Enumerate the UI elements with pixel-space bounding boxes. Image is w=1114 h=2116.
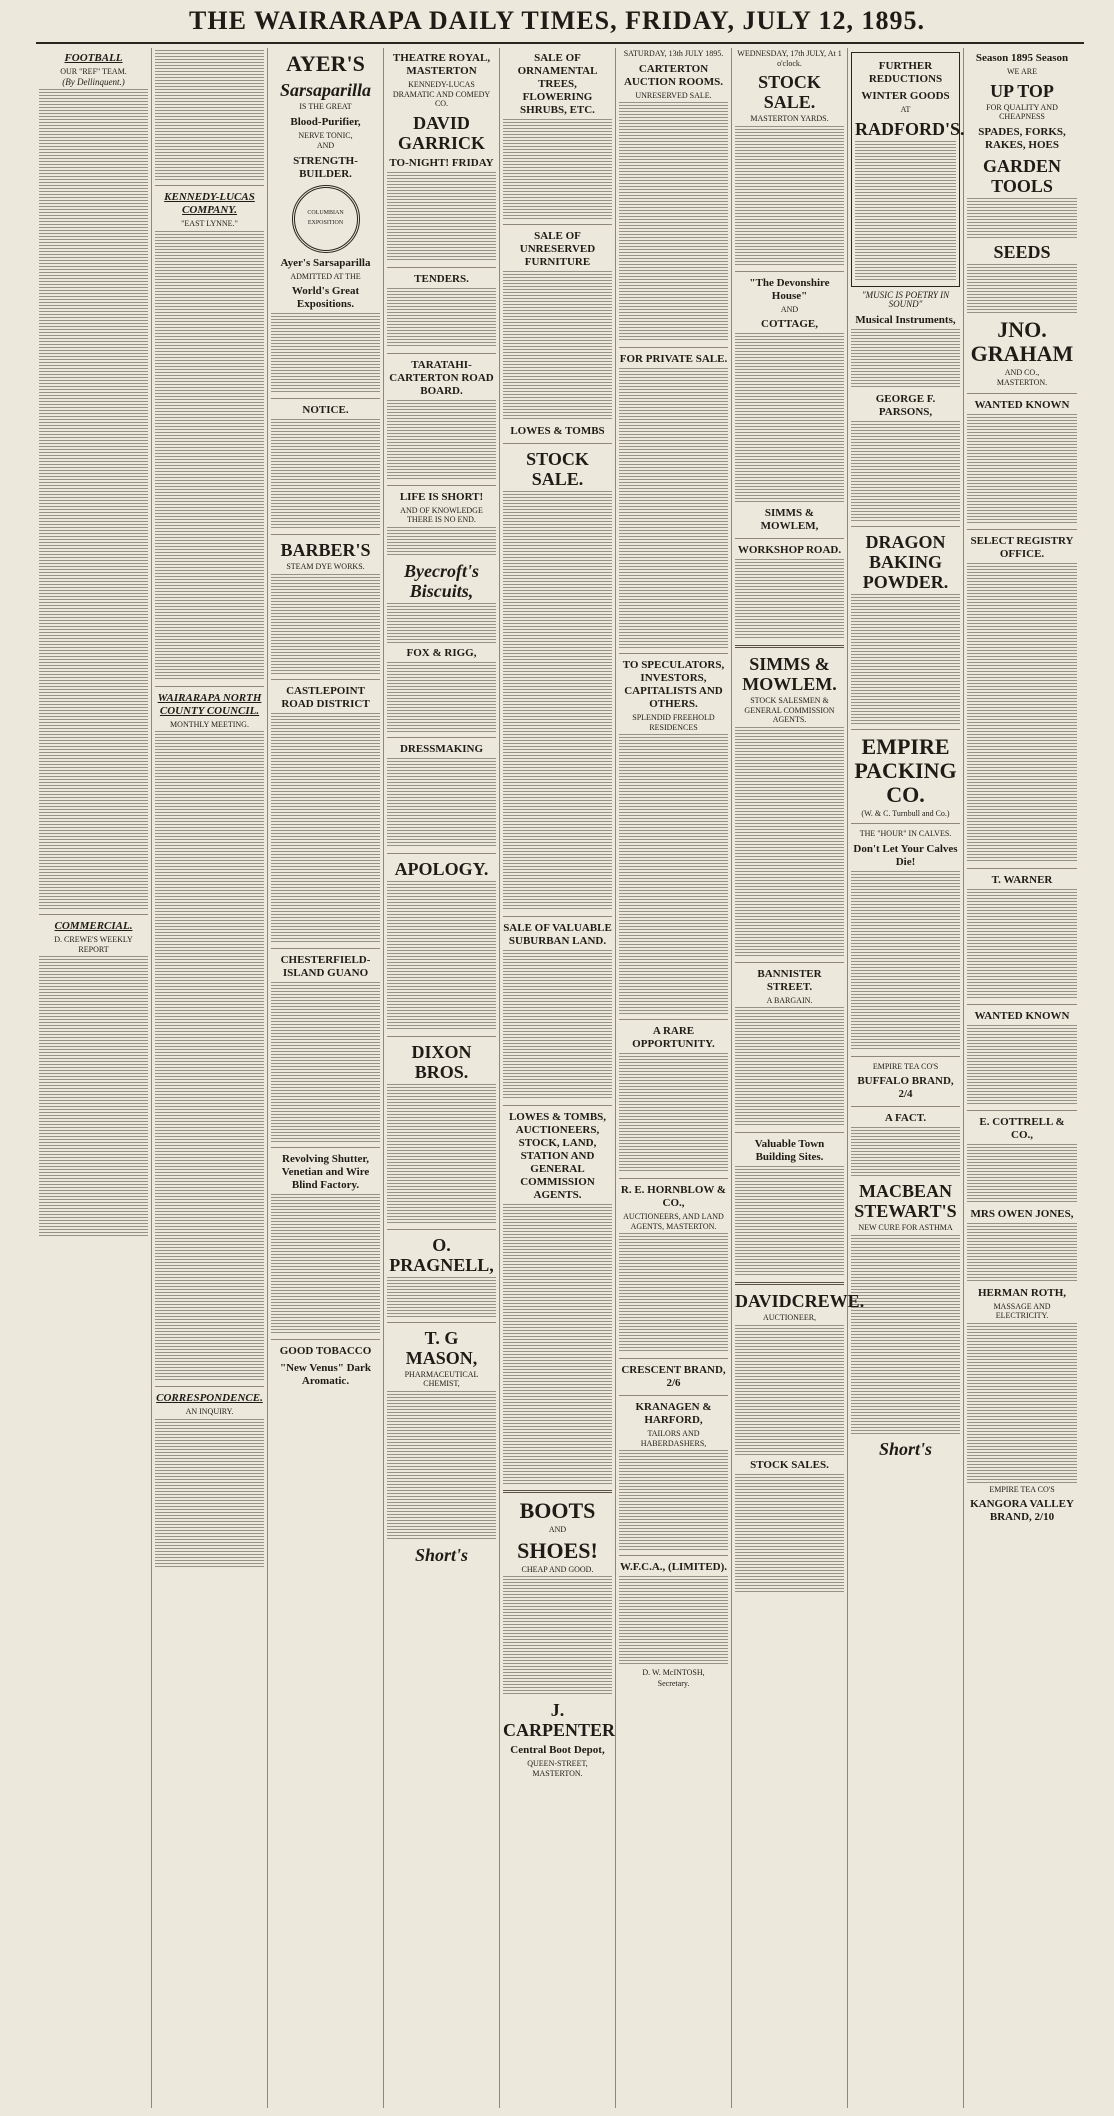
ad-seeds: SEEDS — [993, 241, 1051, 262]
ad-fact: A FACT. — [884, 1112, 927, 1124]
ad-blood-purifier: Blood-Purifier, — [290, 115, 361, 128]
ad-dixon-bros: DIXON BROS. — [411, 1041, 472, 1082]
ad-kennedy-co: KENNEDY-LUCAS DRAMATIC AND COMEDY CO. — [392, 80, 491, 108]
divider — [735, 645, 844, 648]
ad-macbean: MACBEAN STEWART'S — [854, 1181, 957, 1221]
ad-simms: SIMMS & MOWLEM, — [760, 507, 819, 532]
ad-mcintosh: D. W. McINTOSH, — [642, 1668, 705, 1677]
text-block — [387, 1277, 496, 1317]
divider — [619, 1555, 728, 1556]
heading-east-lynne: "EAST LYNNE." — [181, 219, 238, 228]
ad-strength-builder: STRENGTH-BUILDER. — [293, 154, 358, 180]
heading-correspondence: CORRESPONDENCE. — [156, 1392, 263, 1404]
divider — [619, 1019, 728, 1020]
heading-an-inquiry: AN INQUIRY. — [185, 1407, 234, 1416]
ad-is-the-great: IS THE GREAT — [299, 102, 352, 111]
text-block — [387, 400, 496, 480]
text-block — [851, 1235, 960, 1435]
divider — [155, 686, 264, 687]
text-block — [387, 172, 496, 262]
column-9 — [964, 48, 1080, 2108]
ad-buffalo: BUFFALO BRAND, 2/4 — [857, 1075, 954, 1100]
heading-sale-household: SALE OF UNRESERVED FURNITURE — [519, 230, 596, 268]
divider — [503, 916, 612, 917]
text-block — [735, 1007, 844, 1127]
text-block — [967, 198, 1077, 238]
ad-simms-mowlem: SIMMS & MOWLEM. — [742, 654, 837, 694]
heading-unreserved: UNRESERVED SALE. — [635, 90, 712, 100]
column-3 — [268, 48, 384, 2108]
ad-season: Season 1895 Season — [975, 52, 1069, 64]
ad-graham: JNO. GRAHAM — [970, 316, 1074, 366]
text-block — [967, 563, 1077, 863]
ad-massage: MASSAGE AND ELECTRICITY. — [993, 1301, 1051, 1320]
divider — [503, 1105, 612, 1106]
text-block — [387, 288, 496, 348]
ad-we-are: WE ARE — [1007, 67, 1037, 76]
ad-nerve-tonic: NERVE TONIC, — [298, 130, 353, 140]
ad-new-cure: NEW CURE FOR ASTHMA — [858, 1223, 953, 1232]
ad-lowes-tombs: LOWES & TOMBS — [510, 425, 605, 437]
text-block — [735, 727, 844, 957]
divider — [155, 185, 264, 186]
ad-quality: FOR QUALITY AND CHEAPNESS — [986, 102, 1058, 121]
ad-and: AND — [316, 141, 335, 150]
text-block — [503, 271, 612, 421]
text-block — [271, 419, 380, 529]
text-block — [387, 1391, 496, 1541]
ad-parsons: GEORGE F. PARSONS, — [875, 392, 936, 418]
divider — [503, 443, 612, 444]
ad-musical: Musical Instruments, — [855, 313, 956, 326]
ad-life-short: LIFE IS SHORT! — [399, 490, 484, 503]
ad-secretary: Secretary. — [657, 1678, 690, 1688]
text-block — [967, 264, 1077, 314]
heading-kennedy-lucas: KENNEDY-LUCAS COMPANY. — [164, 191, 255, 216]
ad-devonshire: "The Devonshire House" — [749, 276, 830, 302]
heading-rare: A RARE OPPORTUNITY. — [632, 1025, 715, 1050]
heading-sale-ornamental: SALE OF ORNAMENTAL TREES, FLOWERING SHRUBS, ETC. — [517, 52, 598, 116]
text-block — [271, 574, 380, 674]
column-1 — [36, 48, 152, 2108]
divider — [967, 393, 1077, 394]
ad-turnbull: (W. & C. Turnbull and Co.) — [861, 808, 950, 818]
text-block — [855, 141, 956, 281]
ad-fox-rigg: FOX & RIGG, — [406, 646, 477, 659]
heading-apology: APOLOGY. — [394, 858, 489, 879]
text-block — [271, 982, 380, 1142]
ad-kranagen: KRANAGEN & HARFORD, — [635, 1401, 712, 1426]
ad-saturday: SATURDAY, 13th JULY 1895. — [623, 49, 724, 58]
column-7 — [732, 48, 865, 2108]
ad-worlds-great: World's Great Expositions. — [291, 285, 360, 310]
ad-masterton: MASTERTON. — [996, 378, 1048, 387]
ad-carpenter: J. CARPENTER — [503, 1700, 616, 1740]
text-block — [967, 1323, 1077, 1483]
ad-spades: SPADES, FORKS, RAKES, HOES — [978, 125, 1066, 151]
ad-kangora: KANGORA VALLEY BRAND, 2/10 — [970, 1498, 1074, 1523]
divider — [851, 823, 960, 824]
column-2 — [152, 48, 268, 2108]
text-block — [387, 881, 496, 1031]
text-block — [619, 1233, 728, 1353]
ad-wanted-known: WANTED KNOWN — [974, 1009, 1070, 1022]
heading-football: FOOTBALL — [64, 52, 123, 64]
divider — [735, 1132, 844, 1133]
masthead-title: THE WAIRARAPA DAILY TIMES, FRIDAY, JULY 12, 1895. — [189, 6, 925, 35]
ad-lowes-tombs-full: LOWES & TOMBS, AUCTIONEERS, STOCK, LAND, STATION AND GENERAL COMMISSION AGENTS. — [508, 1111, 607, 1201]
ad-wfca: W.F.C.A., (LIMITED). — [619, 1561, 728, 1573]
text-block — [271, 1194, 380, 1334]
divider — [387, 1322, 496, 1323]
divider — [503, 224, 612, 225]
text-block — [735, 559, 844, 639]
heading-north-county: WAIRARAPA NORTH COUNTY COUNCIL. — [157, 691, 262, 717]
ad-ayers-admitted: Ayer's Sarsaparilla — [280, 256, 371, 269]
ad-shoes: SHOES! — [517, 1537, 598, 1563]
text-block — [155, 231, 264, 681]
heading-sale-suburban: SALE OF VALUABLE SUBURBAN LAND. — [503, 922, 612, 947]
column-8 — [848, 48, 964, 2108]
text-block — [39, 89, 148, 909]
text-block — [155, 1419, 264, 1569]
text-block — [619, 1450, 728, 1550]
heading-commercial: COMMERCIAL. — [54, 920, 133, 932]
divider — [39, 914, 148, 915]
ad-empire-tea: EMPIRE TEA CO'S — [872, 1061, 939, 1071]
divider — [271, 534, 380, 535]
ad-at: AT — [900, 105, 911, 114]
ad-tonight: TO-NIGHT! FRIDAY — [389, 156, 494, 169]
divider — [271, 1339, 380, 1340]
text-block — [387, 603, 496, 643]
divider — [851, 1106, 960, 1107]
divider — [851, 729, 960, 730]
heading-splendid: SPLENDID FREEHOLD RESIDENCES — [632, 713, 715, 732]
divider — [619, 347, 728, 348]
ad-wednesday: WEDNESDAY, 17th JULY, At 1 o'clock. — [737, 49, 842, 68]
ad-up-top: UP TOP — [990, 80, 1054, 101]
divider — [387, 1229, 496, 1230]
heading-dressmaking: DRESSMAKING — [399, 742, 484, 755]
text-block — [967, 414, 1077, 524]
ad-cheap-good: CHEAP AND GOOD. — [521, 1564, 594, 1574]
text-block — [619, 1053, 728, 1173]
text-block — [967, 1025, 1077, 1105]
text-block — [851, 329, 960, 389]
text-block — [387, 527, 496, 557]
heading-valuable: Valuable Town Building Sites. — [754, 1138, 825, 1163]
text-block — [619, 102, 728, 342]
text-block — [503, 1204, 612, 1484]
heading-castlepoint: CASTLEPOINT ROAD DISTRICT — [281, 684, 370, 710]
divider — [735, 1282, 844, 1285]
heading-chesterfield: CHESTERFIELD-ISLAND GUANO — [280, 953, 371, 979]
divider — [387, 1036, 496, 1037]
ad-mason: T. G MASON, — [405, 1327, 478, 1368]
heading-speculators: TO SPECULATORS, INVESTORS, CAPITALISTS AND OTHERS. — [622, 659, 725, 710]
ad-shorts: Short's — [878, 1438, 933, 1459]
ad-auctioneer: AUCTIONEER, — [762, 1313, 817, 1322]
ad-sarsaparilla: Sarsaparilla — [279, 80, 372, 100]
ad-garden: GARDEN TOOLS — [982, 155, 1061, 196]
ad-dont-let: Don't Let Your Calves Die! — [853, 842, 958, 868]
text-block — [735, 126, 844, 266]
ad-barbers: BARBER'S — [280, 540, 371, 560]
ad-musical-quote: "MUSIC IS POETRY IN SOUND" — [861, 289, 950, 309]
divider — [619, 1178, 728, 1179]
text-block — [619, 734, 728, 1014]
ad-tobacco: GOOD TOBACCO — [279, 1344, 372, 1357]
ad-winter: WINTER GOODS — [861, 90, 950, 102]
ad-shorts: Short's — [414, 1544, 469, 1565]
ad-byecroft: Byecroft's Biscuits, — [404, 560, 479, 601]
divider — [271, 398, 380, 399]
ad-dragon: DRAGON BAKING POWDER. — [862, 531, 949, 592]
ad-herman-roth: HERMAN ROTH, — [978, 1286, 1066, 1299]
divider — [619, 1395, 728, 1396]
heading-bargain: A BARGAIN. — [766, 995, 813, 1005]
column-5 — [500, 48, 616, 2108]
ad-radford: RADFORD'S. — [855, 118, 965, 139]
ad-graham-co: AND CO., — [1004, 367, 1040, 377]
heading-stock-sale: STOCK SALE. — [526, 449, 589, 489]
heading-for-private: FOR PRIVATE SALE. — [619, 353, 728, 365]
text-block — [851, 421, 960, 521]
text-block — [271, 313, 380, 393]
ad-cottrell: E. COTTRELL & CO., — [979, 1115, 1065, 1141]
ad-calves: THE "HOUR" IN CALVES. — [859, 829, 952, 838]
text-block — [503, 950, 612, 1100]
text-block — [503, 1576, 612, 1696]
ad-admitted-at: ADMITTED AT THE — [290, 271, 361, 281]
divider — [735, 271, 844, 272]
heading-masterton-yards: MASTERTON YARDS. — [750, 114, 829, 123]
text-block — [735, 1325, 844, 1455]
ad-barbers-sub: STEAM DYE WORKS. — [286, 562, 365, 571]
text-block — [387, 1084, 496, 1224]
text-block — [967, 1223, 1077, 1283]
masthead-rule — [36, 42, 1084, 44]
heading-notice: NOTICE. — [302, 404, 349, 416]
ad-boots-and: AND — [548, 1525, 567, 1534]
heading-carterton: CARTERTON AUCTION ROOMS. — [623, 62, 723, 88]
ad-davidcrewe: DAVIDCREWE. — [735, 1291, 865, 1311]
ad-radford-box — [851, 52, 965, 287]
divider — [735, 538, 844, 539]
ad-crescent: CRESCENT BRAND, 2/6 — [621, 1364, 726, 1389]
text-block — [735, 1166, 844, 1276]
heading-registry: SELECT REGISTRY OFFICE. — [970, 534, 1074, 560]
divider — [619, 1358, 728, 1359]
text-block — [851, 1127, 960, 1177]
ad-and: AND — [780, 304, 799, 314]
divider — [967, 868, 1077, 869]
ad-warner: T. WARNER — [991, 873, 1053, 886]
text-block — [387, 758, 496, 848]
text-block — [619, 1576, 728, 1666]
text-block — [851, 871, 960, 1051]
columns — [36, 48, 1086, 2108]
divider — [387, 267, 496, 268]
text-block — [619, 368, 728, 648]
divider — [271, 948, 380, 949]
divider — [503, 1490, 612, 1493]
heading-stock-sale: STOCK SALE. — [758, 72, 821, 112]
ad-shutter: Revolving Shutter, Venetian and Wire Blind Factory. — [281, 1152, 370, 1191]
text-block — [967, 1144, 1077, 1204]
divider — [967, 1004, 1077, 1005]
ad-hornblow-sub: AUCTIONEERS, AND LAND AGENTS, MASTERTON. — [623, 1212, 724, 1231]
text-block — [967, 889, 1077, 999]
divider — [967, 529, 1077, 530]
divider — [851, 1056, 960, 1057]
divider — [619, 653, 728, 654]
ad-hornblow: R. E. HORNBLOW & CO., — [620, 1184, 727, 1209]
ad-empire-packing: EMPIRE PACKING CO. — [854, 733, 957, 807]
columbian-seal-icon — [292, 185, 360, 253]
text-block — [39, 956, 148, 1236]
divider — [155, 1386, 264, 1387]
divider — [967, 1110, 1077, 1111]
text-block — [155, 731, 264, 1381]
heading-taratahi: TARATAHI-CARTERTON ROAD BOARD. — [389, 358, 494, 397]
text-block — [735, 333, 844, 503]
ad-pharm: PHARMACEUTICAL CHEMIST, — [404, 1369, 479, 1388]
text-block — [503, 119, 612, 219]
divider — [387, 853, 496, 854]
ad-venus: "New Venus" Dark Aromatic. — [279, 1361, 372, 1387]
divider — [735, 962, 844, 963]
text-block — [503, 491, 612, 911]
ad-cottage: COTTAGE, — [761, 318, 818, 330]
column-6 — [616, 48, 732, 2108]
text-block — [155, 50, 264, 180]
ad-boots: BOOTS — [519, 1498, 596, 1523]
heading-bannister: BANNISTER STREET. — [757, 967, 822, 993]
text-block — [387, 662, 496, 732]
ad-empire-tea-9: EMPIRE TEA CO'S — [989, 1484, 1055, 1494]
divider — [851, 526, 960, 527]
ad-further: FURTHER REDUCTIONS — [868, 60, 943, 85]
heading-crewe-report: D. CREWE'S WEEKLY REPORT — [54, 935, 133, 954]
subheading-monthly: MONTHLY MEETING. — [170, 719, 249, 729]
ad-david-garrick: DAVID GARRICK — [397, 112, 485, 153]
ad-street: QUEEN-STREET, MASTERTON. — [527, 1759, 588, 1778]
text-block — [271, 713, 380, 943]
divider — [271, 679, 380, 680]
divider — [387, 485, 496, 486]
divider — [387, 737, 496, 738]
text-block — [735, 1474, 844, 1594]
heading-stock-sales: STOCK SALES. — [750, 1458, 829, 1471]
column-4 — [384, 48, 500, 2108]
divider — [271, 1147, 380, 1148]
divider — [387, 353, 496, 354]
byline: (By Dellinquent.) — [62, 76, 125, 87]
text-block — [851, 594, 960, 724]
ad-jones: MRS OWEN JONES, — [970, 1207, 1074, 1220]
ad-tailors: TAILORS AND HABERDASHERS, — [640, 1429, 707, 1448]
heading-workshop: WORKSHOP ROAD. — [737, 544, 842, 556]
ad-ayers-title: AYER'S — [286, 51, 365, 76]
ad-pragnell: O. PRAGNELL, — [389, 1234, 494, 1275]
ad-wanted: WANTED KNOWN — [974, 398, 1070, 411]
ad-know-tree: AND OF KNOWLEDGE THERE IS NO END. — [400, 505, 483, 524]
seal-text: COLUMBIAN EXPOSITION — [307, 210, 344, 226]
ad-theatre-royal: THEATRE ROYAL, MASTERTON — [392, 52, 491, 77]
heading-tenders: TENDERS. — [414, 272, 469, 285]
ad-simms-sub: STOCK SALESMEN & GENERAL COMMISSION AGENTS. — [744, 696, 835, 724]
ad-boot-depot: Central Boot Depot, — [510, 1744, 605, 1756]
heading-ref-team: OUR "REF" TEAM. — [60, 67, 127, 76]
